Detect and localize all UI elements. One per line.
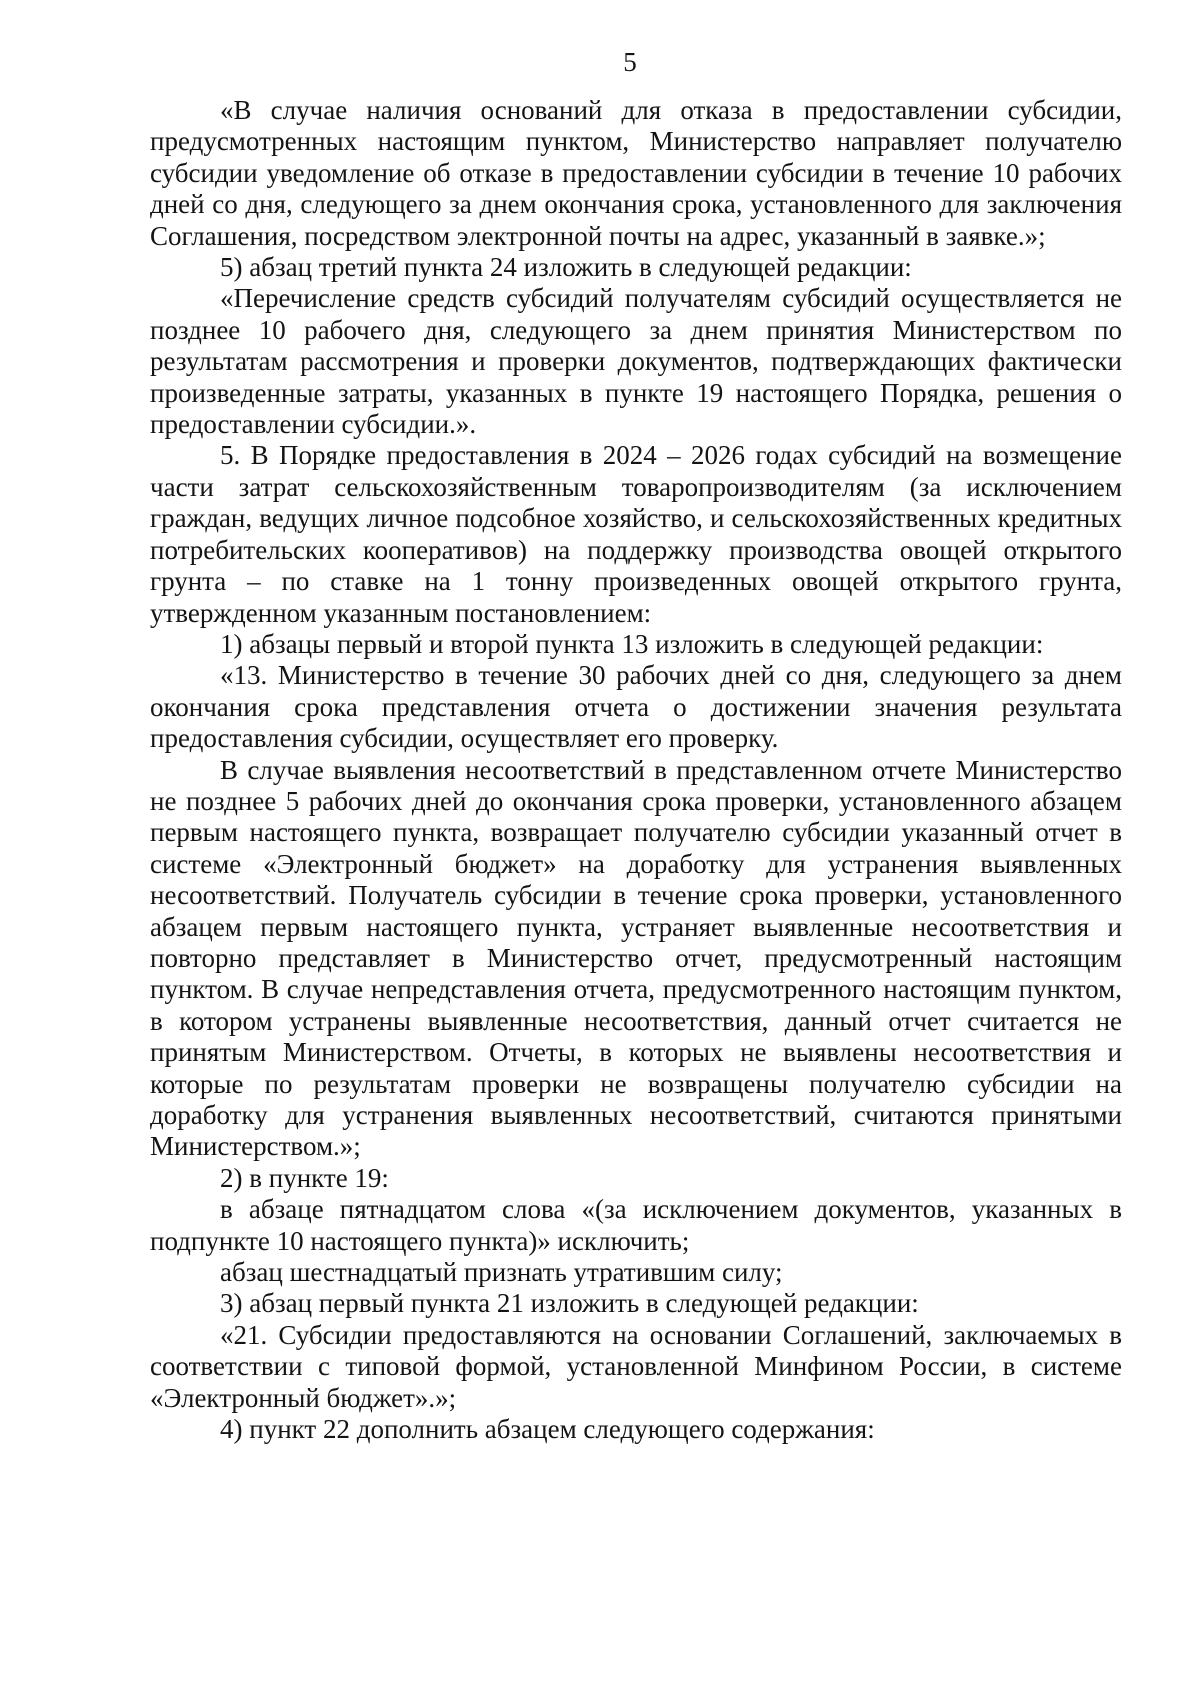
paragraph-refusal-notice: «В случае наличия оснований для отказа в предоставлении субсидии, предусмотренных настоящим пунктом, Министерство направляет получателю субсидии уведомление об отказе в предоставлении субсидии в течение 10 рабочих дней со дня, следующего за днем окончания срока, установленного для заключения Соглашения, посредством электронной почты на адрес, указанный в заявке.»; <box>150 95 1122 251</box>
paragraph-item-2-header: 2) в пункте 19: <box>220 1162 389 1193</box>
page-number: 5 <box>623 47 637 77</box>
paragraph-item-1-header: 1) абзацы первый и второй пункта 13 изложить в следующей редакции: <box>220 628 1044 659</box>
paragraph-point-13: «13. Министерство в течение 30 рабочих дней со дня, следующего за днем окончания срока представления отчета о достижении значения результата предоставления субсидии, осуществляет его проверку. <box>150 660 1122 754</box>
paragraph-inconsistencies: В случае выявления несоответствий в представленном отчете Министерство не позднее 5 рабочих дней до окончания срока проверки, установленного абзацем первым настоящего пункта, возвращает получателю субсидии указанный отчет в системе «Электронный бюджет» на доработку для устранения выявленных несоответствий. Получатель субсидии в течение срока проверки, установленного абзацем первым настоящего пункта, устраняет выявленные несоответствия и повторно представляет в Министерство отчет, предусмотренный настоящим пунктом. В случае непредставления отчета, предусмотренного настоящим пунктом, в котором устранены выявленные несоответствия, данный отчет считается не принятым Министерством. Отчеты, в которых не выявлены несоответствия и которые по результатам проверки не возвращены получателю субсидии на доработку для устранения выявленных несоответствий, считаются принятыми Министерством.»; <box>150 754 1122 1162</box>
paragraph-fifteenth-clause: в абзаце пятнадцатом слова «(за исключением документов, указанных в подпункте 10 настоящего пункта)» исключить; <box>150 1194 1122 1256</box>
paragraph-transfer-of-funds: «Перечисление средств субсидий получателям субсидий осуществляется не позднее 10 рабочего дня, следующего за днем принятия Министерством по результатам рассмотрения и проверки документов, подтверждающих фактически произведенные затраты, указанных в пункте 19 настоящего Порядка, решения о предоставлении субсидии.». <box>150 283 1122 440</box>
paragraph-section-5: 5. В Порядке предоставления в 2024 – 2026 годах субсидий на возмещение части затрат сельскохозяйственным товаропроизводителям (за исключением граждан, ведущих личное подсобное хозяйство, и сельскохозяйственных кредитных потребительских кооперативов) на поддержку производства овощей открытого грунта – по ставке на 1 тонну произведенных овощей открытого грунта, утвержденном указанным постановлением: <box>150 440 1122 628</box>
document-body <box>150 95 1122 1445</box>
paragraph-point-21: «21. Субсидии предоставляются на основании Соглашений, заключаемых в соответствии с типовой формой, установленной Минфином России, в системе «Электронный бюджет».»; <box>150 1319 1122 1413</box>
paragraph-sixteenth-clause: абзац шестнадцатый признать утратившим силу; <box>220 1257 783 1288</box>
paragraph-item-5-header: 5) абзац третий пункта 24 изложить в следующей редакции: <box>220 252 912 283</box>
paragraph-item-3-header: 3) абзац первый пункта 21 изложить в следующей редакции: <box>220 1288 919 1319</box>
paragraph-item-4-header: 4) пункт 22 дополнить абзацем следующего содержания: <box>220 1414 875 1445</box>
